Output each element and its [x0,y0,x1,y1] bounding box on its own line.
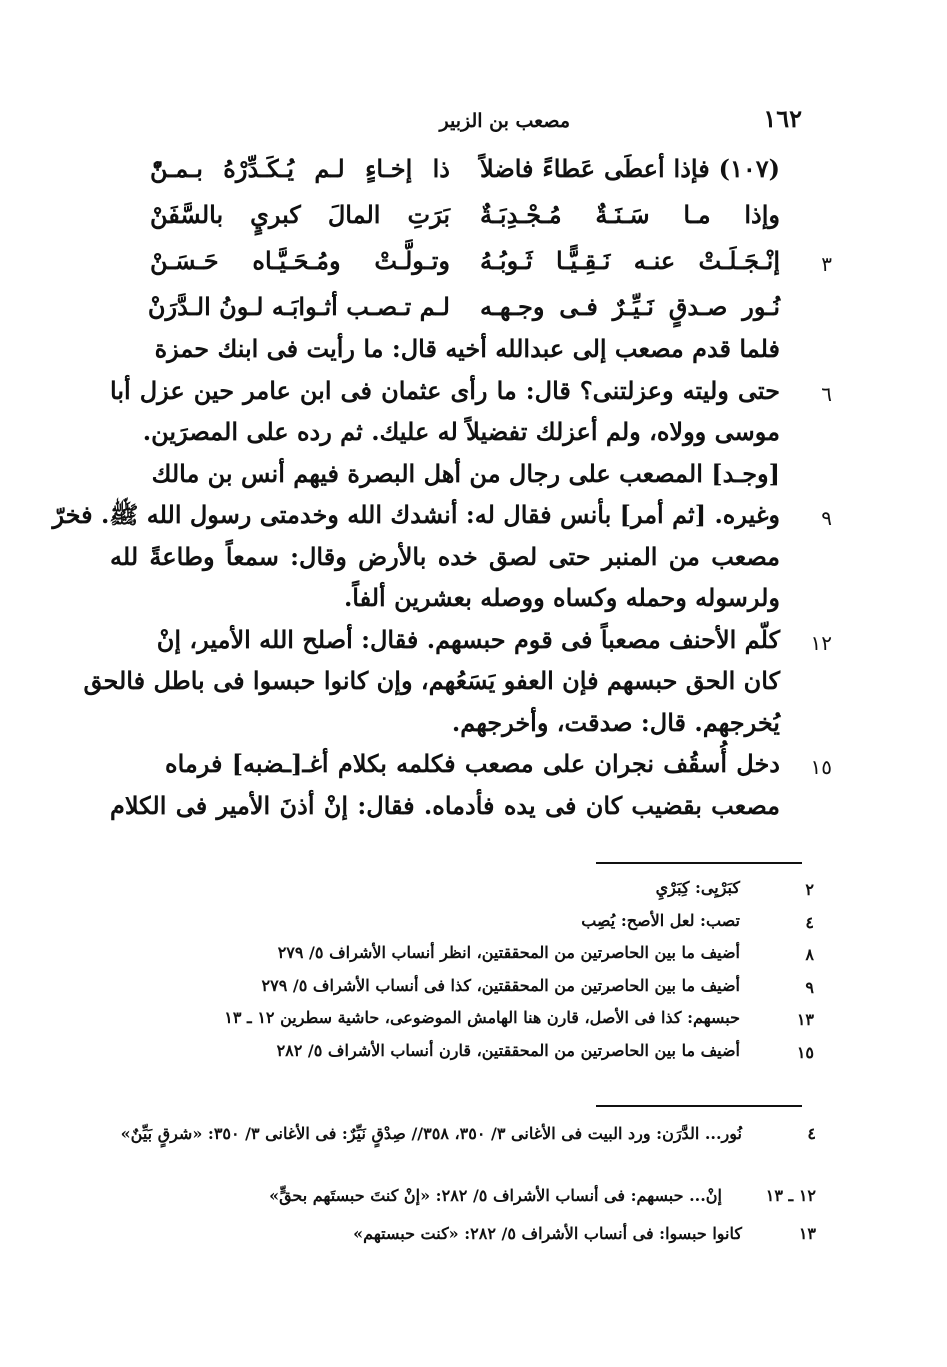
note-line-number: ١٥ [796,1042,814,1062]
page-header [140,104,820,144]
note-text: حبسهم: كذا فى الأصل، قارن هنا الهامش الموضوعى، حاشية سطرين ١٢ ـ ١٣ [224,1008,740,1027]
prose-line [52,500,832,542]
apparatus-note [150,974,820,1007]
verse-second-hemistich: لـم تـصـب أثـوابَـه لـونُ الـدَّرَنْ [147,292,450,321]
note-line-number: ٤ [805,912,814,932]
line-number: ١٥ [810,755,832,779]
prose-text: دخل أُسقُف نجران على مصعب فكلمه بكلام أغـ[ـضبه] فرماه [165,749,780,778]
verse-line [110,200,830,246]
note-text: أضيف ما بين الحاصرتين من المحققتين، قارن أنساب الأشراف ٥/ ٢٨٢ [276,1040,740,1060]
prose-line [110,583,830,625]
apparatus-note [150,909,820,942]
verse-first-hemistich: وإذا مـا سَـنَـةٌ مُـجْـدِبَـةٌ [480,200,780,229]
line-number: ١٢ [810,630,832,655]
prose-line [110,625,830,667]
prose-text: مصعب من المنبر حتى لصق خده بالأرض وقال: سمعاً وطاعةً لله [110,541,780,571]
prose-line [110,749,830,791]
prose-text: وغيره. [ثم أمر] بأنس فقال له: أنشدك الله وخدمتى رسول الله ﷺ. فخرّ [52,500,780,529]
source-note [110,1220,822,1254]
note-line-number: ١٣ [796,1010,814,1029]
note-text: إنْ... حبسهم: فى أنساب الأشراف ٥/ ٢٨٢: «إنْ كنتَ حبستَهم بحقٍّ» [269,1186,722,1205]
prose-text: فلما قدم مصعب إلى عبدالله أخيه قال: ما رأيت فى ابنك حمزة [154,334,780,363]
prose-line [83,666,830,708]
source-notes [110,1120,822,1254]
note-text: كانوا حبسوا: فى أنساب الأشراف ٥/ ٢٨٢: «كنت حبستهم» [353,1224,742,1243]
verse-first-hemistich: (١٠٧) فإذا أعطَى عَطاءً فاضلاً [480,154,780,183]
prose-line [110,417,830,459]
verse-line [110,292,830,338]
verse-first-hemistich: نُـور صـدقٍ نَـيِّـرٌ فـى وجـهـه [480,292,780,321]
prose-line [110,334,830,376]
poem [110,154,830,338]
note-line-number: ١٣ [798,1224,816,1243]
note-text: أضيف ما بين الحاصرتين من المحققتين، انظر أنساب الأشراف ٥/ ٢٧٩ [277,943,740,962]
verse-second-hemistich: وتـولَّـتْ ومُـحَـيَّـاه حَـسَـنْ [150,246,450,275]
prose-text: مصعب بقضيب كان فى يده فأدماه. فقال: إنْ أذنَ الأمير فى الكلام [110,790,780,820]
line-number: ٦ [821,381,832,406]
source-note [110,1182,822,1220]
verse-second-hemistich: بَرَتِ المالَ كبريٍ بالسَّفَنْ [150,200,450,229]
prose-line [110,791,830,833]
verse-line [110,154,830,200]
note-line-number: ٩ [805,977,814,997]
apparatus-notes [150,876,820,1071]
note-line-number: ٨ [805,945,814,964]
footnote-divider [596,1105,802,1107]
apparatus-note [150,941,820,974]
verse-second-hemistich: ذا إخـاءٍ لـم يُـكَـدِّرْهُ بـمـنّْ [150,154,450,183]
prose-text: [وجـد] المصعب على رجال من أهل البصرة فيهم أنس بن مالك [151,458,780,488]
source-note [110,1120,822,1182]
note-text: تصب: لعل الأصح: يُصِب [581,910,740,930]
running-title: مصعب بن الزبير [439,110,570,132]
apparatus-note [150,876,820,909]
prose-text: حتى وليته وعزلتنى؟ قال: ما رأى عثمان فى ابن عامر حين عزل أبا [110,375,780,405]
note-line-number: ٢ [805,880,814,899]
prose-text: موسى وولاه، ولم أعزلك تفضيلاً له عليك. ثم رده على المصرَين. [142,417,780,446]
note-text: أضيف ما بين الحاصرتين من المحققتين، كذا فى أنساب الأشراف ٥/ ٢٧٩ [261,975,740,995]
prose-line [110,376,830,418]
prose-line [110,459,830,501]
prose-body [52,334,832,832]
prose-text: كان الحق حبسهم فإن العفو يَسَعُهم، وإن كانوا حبسوا فى باطل فالحق [83,666,780,695]
footnote-divider [596,862,802,864]
apparatus-note [150,1006,820,1039]
prose-line [110,708,830,750]
note-line-number: ١٢ ـ ١٣ [765,1186,816,1205]
page-number: ١٦٢ [763,104,802,133]
note-text: كبَرْيِى: كِبَرْيِ [655,878,740,897]
note-text: نُور... الدَّرَن: ورد البيت فى الأغانى ٣/ ٣٥٠، ٣٥٨// صِدْقٍ نَيِّرٌ: فى الأغانى ٣/ ٣٥٠: «شرقٍ بَيِّنٌ» [120,1124,742,1143]
verse-line [110,246,830,292]
prose-text: ولرسوله وحمله وكساه ووصله بعشرين ألفاً. [343,583,780,612]
prose-text: كلّم الأحنف مصعباً فى قوم حبسهم. فقال: أصلح الله الأمير، إنْ [156,624,780,654]
prose-text: يُخرجهم. قال: صدقت، وأخرجهم. [451,707,780,737]
note-line-number: ٤ [807,1124,816,1143]
verse-first-hemistich: إنْـجَـلَـتْ عنـه نَـقِـيًّـا ثَـوبُـهُ [480,246,780,275]
apparatus-note [150,1039,820,1072]
line-number: ٩ [821,506,832,530]
line-number: ٣ [821,252,832,276]
prose-line [110,542,830,584]
